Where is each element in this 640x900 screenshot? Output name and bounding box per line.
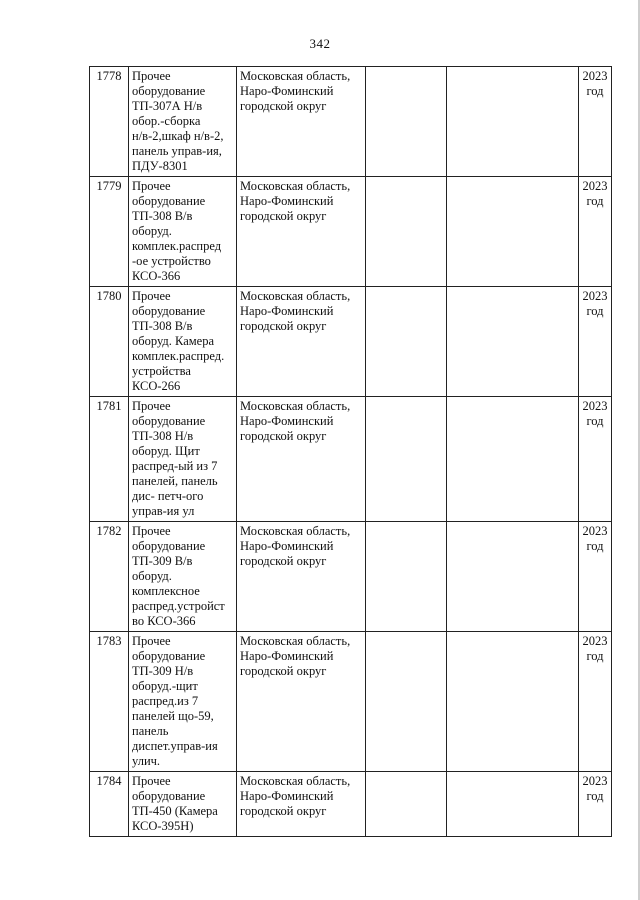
empty-cell bbox=[447, 522, 579, 632]
row-number: 1782 bbox=[90, 522, 129, 632]
table-row bbox=[90, 632, 612, 772]
table-row bbox=[90, 772, 612, 837]
asset-address: Московская область, Наро-Фоминский городской округ bbox=[237, 522, 366, 632]
empty-cell bbox=[366, 772, 447, 837]
empty-cell bbox=[366, 287, 447, 397]
table-row bbox=[90, 177, 612, 287]
asset-address: Московская область, Наро-Фоминский городской округ bbox=[237, 177, 366, 287]
asset-year: 2023 год bbox=[579, 397, 612, 522]
table-row bbox=[90, 67, 612, 177]
row-number: 1779 bbox=[90, 177, 129, 287]
row-number: 1781 bbox=[90, 397, 129, 522]
table-row bbox=[90, 522, 612, 632]
asset-year: 2023 год bbox=[579, 772, 612, 837]
empty-cell bbox=[447, 632, 579, 772]
empty-cell bbox=[447, 397, 579, 522]
empty-cell bbox=[366, 397, 447, 522]
asset-name: Прочее оборудование ТП-308 В/в оборуд. комплек.распред -ое устройство КСО-366 bbox=[129, 177, 237, 287]
asset-address: Московская область, Наро-Фоминский городской округ bbox=[237, 397, 366, 522]
asset-year: 2023 год bbox=[579, 632, 612, 772]
empty-cell bbox=[366, 67, 447, 177]
asset-name: Прочее оборудование ТП-308 Н/в оборуд. Щит распред-ый из 7 панелей, панель дис- петч-ого управ-ия ул bbox=[129, 397, 237, 522]
row-number: 1784 bbox=[90, 772, 129, 837]
row-number: 1780 bbox=[90, 287, 129, 397]
table-row bbox=[90, 397, 612, 522]
empty-cell bbox=[447, 177, 579, 287]
page-number: 342 bbox=[309, 36, 331, 51]
asset-year: 2023 год bbox=[579, 522, 612, 632]
asset-name: Прочее оборудование ТП-309 В/в оборуд. комплексное распред.устройст во КСО-366 bbox=[129, 522, 237, 632]
row-number: 1778 bbox=[90, 67, 129, 177]
empty-cell bbox=[447, 287, 579, 397]
empty-cell bbox=[366, 522, 447, 632]
asset-address: Московская область, Наро-Фоминский городской округ bbox=[237, 287, 366, 397]
empty-cell bbox=[366, 177, 447, 287]
table-row bbox=[90, 287, 612, 397]
empty-cell bbox=[447, 772, 579, 837]
asset-year: 2023 год bbox=[579, 67, 612, 177]
asset-address: Московская область, Наро-Фоминский городской округ bbox=[237, 67, 366, 177]
empty-cell bbox=[366, 632, 447, 772]
asset-name: Прочее оборудование ТП-307А Н/в обор.-сборка н/в-2,шкаф н/в-2, панель управ-ия, ПДУ-8301 bbox=[129, 67, 237, 177]
asset-name: Прочее оборудование ТП-450 (Камера КСО-395Н) bbox=[129, 772, 237, 837]
empty-cell bbox=[447, 67, 579, 177]
asset-address: Московская область, Наро-Фоминский городской округ bbox=[237, 632, 366, 772]
registry-table bbox=[89, 66, 612, 837]
asset-name: Прочее оборудование ТП-309 Н/в оборуд.-щит распред.из 7 панелей що-59, панель диспет.управ-ия улич. bbox=[129, 632, 237, 772]
asset-year: 2023 год bbox=[579, 287, 612, 397]
asset-address: Московская область, Наро-Фоминский городской округ bbox=[237, 772, 366, 837]
row-number: 1783 bbox=[90, 632, 129, 772]
asset-name: Прочее оборудование ТП-308 В/в оборуд. Камера комплек.распред. устройства КСО-266 bbox=[129, 287, 237, 397]
asset-year: 2023 год bbox=[579, 177, 612, 287]
